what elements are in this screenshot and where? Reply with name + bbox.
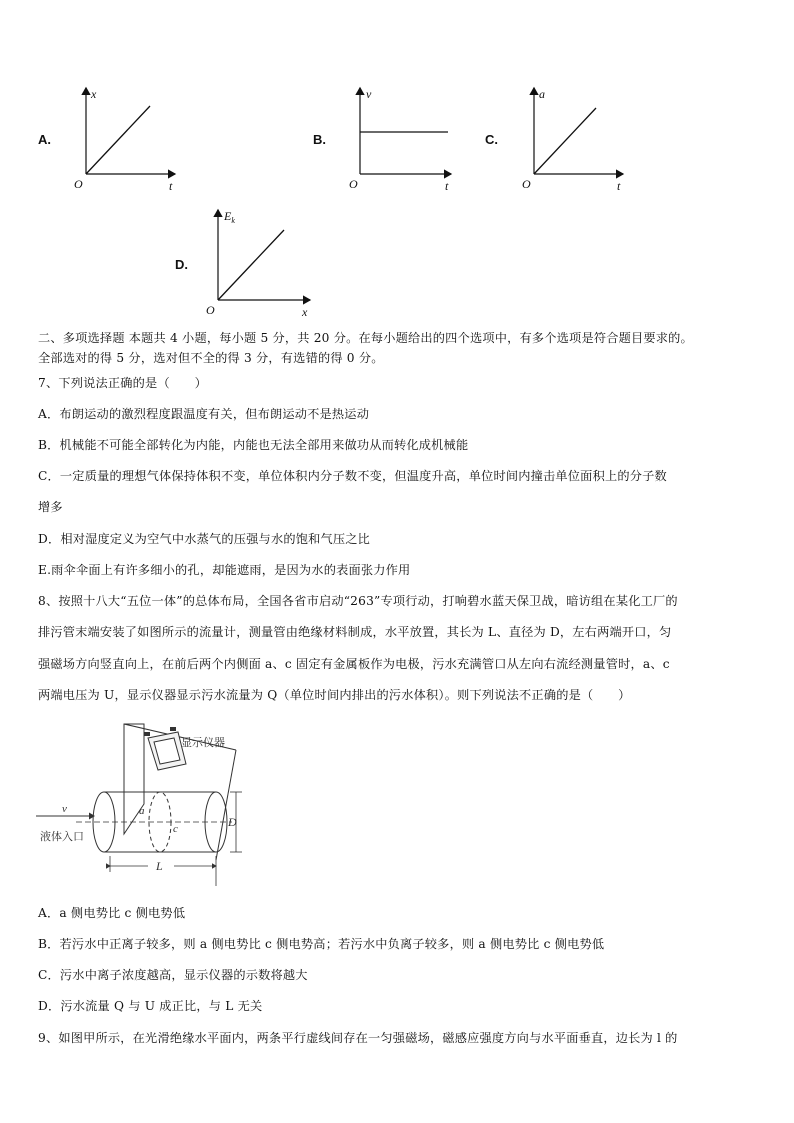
option-d-letter: D.: [175, 257, 188, 272]
graph-a: [70, 84, 180, 196]
graph-d-xaxis-label: x: [302, 305, 308, 319]
electrode-c-label: c: [173, 823, 178, 835]
graph-b-origin: O: [349, 177, 358, 191]
length-label: L: [156, 859, 163, 873]
q8-stem-line4: 两端电压为 U，显示仪器显示污水流量为 Q（单位时间内排出的污水体积）。则下列说法不正确的是（ ）: [38, 688, 631, 702]
graph-d: [204, 206, 316, 320]
section2-line2: 全部选对的得 5 分，选对但不全的得 3 分，有选错的得 0 分。: [38, 351, 384, 365]
display-label: 显示仪器: [181, 736, 225, 749]
q7-option-e: E.雨伞伞面上有许多细小的孔，却能遮雨，是因为水的表面张力作用: [38, 563, 411, 577]
q7-option-c-cont: 增多: [38, 500, 63, 514]
section2-line1: 二、多项选择题 本题共 4 小题，每小题 5 分，共 20 分。在每小题给出的四个选项中，有多个选项是符合题目要求的。: [38, 331, 693, 345]
graph-d-origin: O: [206, 303, 215, 317]
q9-line1: 9、如图甲所示，在光滑绝缘水平面内，两条平行虚线间存在一匀强磁场，磁感应强度方向与水平面垂直，边长为 l 的: [38, 1031, 678, 1045]
option-a-letter: A.: [38, 132, 51, 147]
velocity-label: v: [62, 803, 67, 815]
graph-c: [518, 84, 628, 196]
graph-c-origin: O: [522, 177, 531, 191]
flowmeter-figure: [36, 716, 276, 888]
graph-a-xaxis-label: t: [169, 179, 173, 193]
q8-option-c: C．污水中离子浓度越高，显示仪器的示数将越大: [38, 968, 308, 982]
graph-b-xaxis-label: t: [445, 179, 449, 193]
q7-stem: 7、下列说法正确的是（ ）: [38, 376, 207, 390]
q8-option-a: A．a 侧电势比 c 侧电势低: [38, 906, 186, 920]
graph-b: [346, 84, 456, 196]
q8-stem-line3: 强磁场方向竖直向上，在前后两个内侧面 a、c 固定有金属板作为电极，污水充满管口从左向右流经测量管时，a、c: [38, 657, 670, 671]
q8-option-d: D．污水流量 Q 与 U 成正比，与 L 无关: [38, 999, 263, 1013]
q7-option-c: C．一定质量的理想气体保持体积不变，单位体积内分子数不变，但温度升高，单位时间内撞击单位面积上的分子数: [38, 469, 667, 483]
graph-d-yaxis-label: $E_k$: [224, 209, 235, 225]
q7-option-d: D．相对湿度定义为空气中水蒸气的压强与水的饱和气压之比: [38, 532, 371, 546]
electrode-a-label: a: [139, 805, 145, 817]
option-b-letter: B.: [313, 132, 326, 147]
graph-a-yaxis-label: x: [91, 87, 97, 101]
option-c-letter: C.: [485, 132, 498, 147]
q7-option-a: A．布朗运动的激烈程度跟温度有关，但布朗运动不是热运动: [38, 407, 370, 421]
q7-option-b: B．机械能不可能全部转化为内能，内能也无法全部用来做功从而转化成机械能: [38, 438, 469, 452]
q8-option-b: B．若污水中正离子较多，则 a 侧电势比 c 侧电势高；若污水中负离子较多，则 a 侧电势比 c 侧电势低: [38, 937, 605, 951]
graph-a-origin: O: [74, 177, 83, 191]
graph-c-yaxis-label: a: [539, 87, 545, 101]
inlet-label: 液体入口: [40, 830, 84, 843]
graph-b-yaxis-label: v: [366, 87, 372, 101]
q8-stem-line2: 排污管末端安装了如图所示的流量计，测量管由绝缘材料制成，水平放置，其长为 L、直径为 D，左右两端开口，匀: [38, 625, 672, 639]
diameter-label: D: [228, 815, 237, 829]
q8-stem-line1: 8、按照十八大“五位一体”的总体布局，全国各省市启动“263”专项行动，打响碧水蓝天保卫战，暗访组在某化工厂的: [38, 594, 678, 608]
graph-c-xaxis-label: t: [617, 179, 621, 193]
